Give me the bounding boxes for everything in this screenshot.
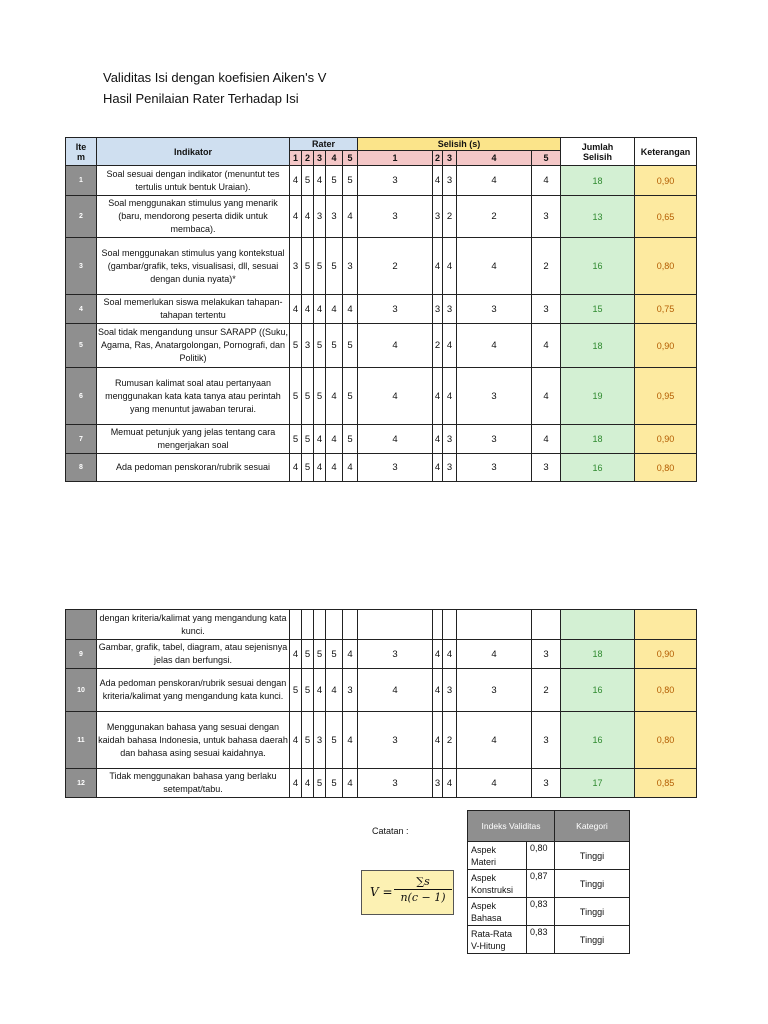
selisih-cell: 3 [433,295,443,324]
rater-score-cell: 3 [326,196,343,238]
indikator-cell: Ada pedoman penskoran/rubrik sesuai [97,454,290,482]
aiken-v-formula [361,870,454,915]
table-row [66,454,697,482]
table-row [66,669,697,712]
header-item: Ite m [66,138,97,166]
table-row [66,368,697,425]
keterangan-cell [635,610,697,640]
selisih-cell: 3 [433,196,443,238]
selisih-cell: 3 [358,640,433,669]
rater-score-cell: 4 [343,640,358,669]
header-selisih-1: 1 [358,151,433,166]
rater-score-cell: 5 [290,425,302,454]
jumlah-cell: 13 [561,196,635,238]
selisih-cell: 4 [457,769,532,798]
selisih-cell: 3 [532,454,561,482]
document-title: Validitas Isi dengan koefisien Aiken's V [103,70,327,85]
selisih-cell: 4 [457,238,532,295]
selisih-cell: 4 [433,368,443,425]
indikator-cell: Menggunakan bahasa yang sesuai dengan kaidah bahasa Indonesia, untuk bahasa daerah dan bahasa asing sesuai kaidahnya. [97,712,290,769]
selisih-cell: 4 [433,669,443,712]
selisih-cell: 3 [532,196,561,238]
selisih-cell: 3 [532,295,561,324]
summary-nilai-cell: 0,87 [527,870,555,898]
rating-table-part-2 [65,609,697,798]
rater-score-cell: 5 [314,769,326,798]
header-selisih-4: 4 [457,151,532,166]
selisih-cell: 3 [532,712,561,769]
table-row [66,196,697,238]
indikator-cell: Memuat petunjuk yang jelas tentang cara mengerjakan soal [97,425,290,454]
jumlah-cell: 15 [561,295,635,324]
selisih-cell: 4 [457,712,532,769]
rater-score-cell: 5 [343,425,358,454]
rater-score-cell: 5 [314,324,326,368]
rater-score-cell: 3 [314,712,326,769]
item-number-cell: 2 [66,196,97,238]
indikator-cell: Soal memerlukan siswa melakukan tahapan-tahapan tertentu [97,295,290,324]
keterangan-cell: 0,80 [635,669,697,712]
keterangan-cell: 0,75 [635,295,697,324]
rater-score-cell: 4 [343,769,358,798]
selisih-cell: 2 [358,238,433,295]
item-number-cell: 11 [66,712,97,769]
rater-score-cell: 5 [326,640,343,669]
selisih-cell: 4 [443,640,457,669]
selisih-cell: 3 [358,712,433,769]
table-row [66,295,697,324]
summary-kategori-cell: Tinggi [555,898,630,926]
item-number-cell: 1 [66,166,97,196]
summary-nilai-cell: 0,80 [527,842,555,870]
rater-score-cell: 5 [302,669,314,712]
rater-score-cell: 5 [314,238,326,295]
selisih-cell: 3 [532,640,561,669]
summary-kategori-cell: Tinggi [555,870,630,898]
selisih-cell: 3 [457,454,532,482]
rater-score-cell: 5 [302,368,314,425]
summary-nilai-cell: 0,83 [527,926,555,954]
rater-score-cell: 5 [302,454,314,482]
selisih-cell: 4 [443,769,457,798]
summary-aspek-cell: Aspek Bahasa [468,898,527,926]
selisih-cell: 2 [443,196,457,238]
rater-score-cell: 5 [326,166,343,196]
jumlah-cell: 18 [561,324,635,368]
rater-score-cell: 5 [314,368,326,425]
selisih-cell: 4 [433,238,443,295]
indikator-cell: Rumusan kalimat soal atau pertanyaan menggunakan kata kata tanya atau perintah yang menuntut jawaban terurai. [97,368,290,425]
header-selisih-2: 2 [433,151,443,166]
keterangan-cell: 0,85 [635,769,697,798]
header-rater-4: 4 [326,151,343,166]
rater-score-cell: 4 [343,196,358,238]
jumlah-cell: 19 [561,368,635,425]
rater-score-cell: 5 [302,166,314,196]
summary-nilai-cell: 0,83 [527,898,555,926]
document-subtitle: Hasil Penilaian Rater Terhadap Isi [103,91,299,106]
summary-table [467,810,630,954]
selisih-cell: 4 [358,368,433,425]
rater-score-cell: 5 [290,669,302,712]
table-row [66,769,697,798]
jumlah-cell [561,610,635,640]
selisih-cell: 4 [358,425,433,454]
selisih-cell: 2 [457,196,532,238]
jumlah-cell: 16 [561,238,635,295]
indikator-cell: Soal tidak mengandung unsur SARAPP ((Suku, Agama, Ras, Anatargolongan, Pornografi, dan Politik) [97,324,290,368]
summary-row [468,898,630,926]
item-number-cell: 8 [66,454,97,482]
rater-score-cell: 5 [343,166,358,196]
keterangan-cell: 0,80 [635,238,697,295]
summary-header-indeks: Indeks Validitas [468,811,555,842]
item-number-cell: 9 [66,640,97,669]
rater-score-cell: 4 [290,640,302,669]
keterangan-cell: 0,90 [635,640,697,669]
keterangan-cell: 0,90 [635,425,697,454]
selisih-cell: 4 [443,238,457,295]
rater-score-cell: 4 [314,425,326,454]
rater-score-cell: 4 [302,769,314,798]
header-selisih-3: 3 [443,151,457,166]
table-row [66,238,697,295]
rater-score-cell: 4 [290,166,302,196]
header-rater-2: 2 [302,151,314,166]
jumlah-cell: 18 [561,425,635,454]
keterangan-cell: 0,80 [635,712,697,769]
indikator-cell: Gambar, grafik, tabel, diagram, atau sejenisnya jelas dan berfungsi. [97,640,290,669]
jumlah-cell: 18 [561,640,635,669]
rater-score-cell: 5 [343,324,358,368]
rater-score-cell: 4 [290,454,302,482]
indikator-cell: Soal menggunakan stimulus yang menarik (baru, mendorong peserta didik untuk membaca). [97,196,290,238]
rater-score-cell: 5 [343,368,358,425]
selisih-cell: 3 [443,425,457,454]
table-row [66,324,697,368]
rating-table-part-1 [65,137,697,482]
selisih-cell: 4 [443,368,457,425]
selisih-cell: 4 [433,712,443,769]
rater-score-cell: 4 [326,454,343,482]
formula-lhs: V = [370,885,393,899]
header-rater: Rater [290,138,358,151]
table-row [66,166,697,196]
selisih-cell: 4 [433,454,443,482]
selisih-cell: 3 [457,368,532,425]
item-number-cell: 10 [66,669,97,712]
selisih-cell: 4 [532,368,561,425]
jumlah-cell: 16 [561,454,635,482]
rater-score-cell: 3 [290,238,302,295]
rater-score-cell: 5 [290,368,302,425]
rater-score-cell: 4 [326,368,343,425]
selisih-cell: 2 [532,669,561,712]
selisih-cell: 3 [433,769,443,798]
indikator-cell: Ada pedoman penskoran/rubrik sesuai dengan kriteria/kalimat yang mengandung kata kunci. [97,669,290,712]
table-row [66,712,697,769]
item-number-cell: 12 [66,769,97,798]
header-selisih: Selisih (s) [358,138,561,151]
rater-score-cell: 4 [326,425,343,454]
rater-score-cell: 4 [314,295,326,324]
selisih-cell: 3 [532,769,561,798]
selisih-cell: 4 [433,166,443,196]
rater-score-cell: 4 [290,769,302,798]
selisih-cell: 4 [433,425,443,454]
selisih-cell: 4 [443,324,457,368]
jumlah-cell: 16 [561,712,635,769]
summary-kategori-cell: Tinggi [555,842,630,870]
selisih-cell: 4 [433,640,443,669]
rater-score-cell: 3 [343,238,358,295]
jumlah-cell: 16 [561,669,635,712]
selisih-cell: 4 [532,324,561,368]
rater-score-cell: 4 [302,196,314,238]
item-number-cell: 5 [66,324,97,368]
rater-score-cell: 3 [302,324,314,368]
item-number-cell: 7 [66,425,97,454]
formula-numerator: ∑s [394,875,452,890]
rater-score-cell: 4 [314,454,326,482]
header-keterangan: Keterangan [635,138,697,166]
rating-rows-part-2 [66,640,697,798]
selisih-cell: 4 [532,425,561,454]
summary-aspek-cell: Aspek Materi [468,842,527,870]
selisih-cell: 2 [532,238,561,295]
formula-denominator: n(c − 1) [400,891,446,904]
rater-score-cell: 4 [326,295,343,324]
rater-score-cell: 4 [290,712,302,769]
rater-score-cell: 5 [302,640,314,669]
item-number-cell: 6 [66,368,97,425]
summary-aspek-cell: Aspek Konstruksi [468,870,527,898]
rater-score-cell: 3 [314,196,326,238]
header-jumlah-selisih: Jumlah Selisih [561,138,635,166]
rater-score-cell: 5 [326,324,343,368]
selisih-cell: 3 [457,295,532,324]
rater-score-cell: 4 [290,196,302,238]
rater-score-cell: 5 [302,425,314,454]
rater-score-cell: 5 [314,640,326,669]
rater-score-cell: 5 [326,712,343,769]
item-number-cell: 3 [66,238,97,295]
selisih-cell: 3 [358,295,433,324]
rater-score-cell: 4 [302,295,314,324]
selisih-cell: 2 [433,324,443,368]
keterangan-cell: 0,90 [635,324,697,368]
summary-row [468,926,630,954]
table-row-continued [66,610,697,640]
selisih-cell: 4 [457,324,532,368]
rater-score-cell: 4 [314,669,326,712]
rater-score-cell: 5 [326,769,343,798]
indikator-cell: Soal sesuai dengan indikator (menuntut tes tertulis untuk bentuk Uraian). [97,166,290,196]
summary-aspek-cell: Rata-Rata V-Hitung [468,926,527,954]
keterangan-cell: 0,80 [635,454,697,482]
selisih-cell: 3 [443,454,457,482]
item-number-cell: 4 [66,295,97,324]
selisih-cell: 3 [358,166,433,196]
summary-kategori-cell: Tinggi [555,926,630,954]
summary-row [468,870,630,898]
rater-score-cell: 4 [314,166,326,196]
selisih-cell: 3 [443,166,457,196]
selisih-cell: 4 [532,166,561,196]
keterangan-cell: 0,95 [635,368,697,425]
rater-score-cell: 4 [290,295,302,324]
selisih-cell: 3 [358,454,433,482]
keterangan-cell: 0,90 [635,166,697,196]
selisih-cell: 4 [358,324,433,368]
header-rater-1: 1 [290,151,302,166]
indikator-cell: Soal menggunakan stimulus yang kontekstual (gambar/grafik, teks, visualisasi, dll, sesuai dengan dunia nyata)* [97,238,290,295]
rater-score-cell: 5 [290,324,302,368]
rater-score-cell: 5 [302,712,314,769]
catatan-label: Catatan : [372,826,409,836]
rater-score-cell: 4 [343,712,358,769]
keterangan-cell: 0,65 [635,196,697,238]
selisih-cell: 2 [443,712,457,769]
selisih-cell: 3 [358,769,433,798]
header-rater-5: 5 [343,151,358,166]
table-row [66,640,697,669]
header-selisih-5: 5 [532,151,561,166]
rater-score-cell: 3 [343,669,358,712]
selisih-cell: 3 [457,669,532,712]
table-row [66,425,697,454]
header-indikator: Indikator [97,138,290,166]
rater-score-cell: 5 [302,238,314,295]
rater-score-cell: 5 [326,238,343,295]
summary-rows [468,842,630,954]
rater-score-cell: 4 [343,295,358,324]
jumlah-cell: 17 [561,769,635,798]
rater-score-cell: 4 [343,454,358,482]
selisih-cell: 4 [358,669,433,712]
selisih-cell: 3 [457,425,532,454]
rater-score-cell: 4 [326,669,343,712]
selisih-cell: 3 [443,295,457,324]
indikator-cell: dengan kriteria/kalimat yang mengandung kata kunci. [97,610,290,640]
header-rater-3: 3 [314,151,326,166]
rating-rows-part-1 [66,166,697,482]
selisih-cell: 3 [358,196,433,238]
item-number-cell [66,610,97,640]
selisih-cell: 3 [443,669,457,712]
jumlah-cell: 18 [561,166,635,196]
summary-row [468,842,630,870]
selisih-cell: 4 [457,166,532,196]
selisih-cell: 4 [457,640,532,669]
summary-header-kategori: Kategori [555,811,630,842]
indikator-cell: Tidak menggunakan bahasa yang berlaku setempat/tabu. [97,769,290,798]
formula-fraction [394,875,452,904]
